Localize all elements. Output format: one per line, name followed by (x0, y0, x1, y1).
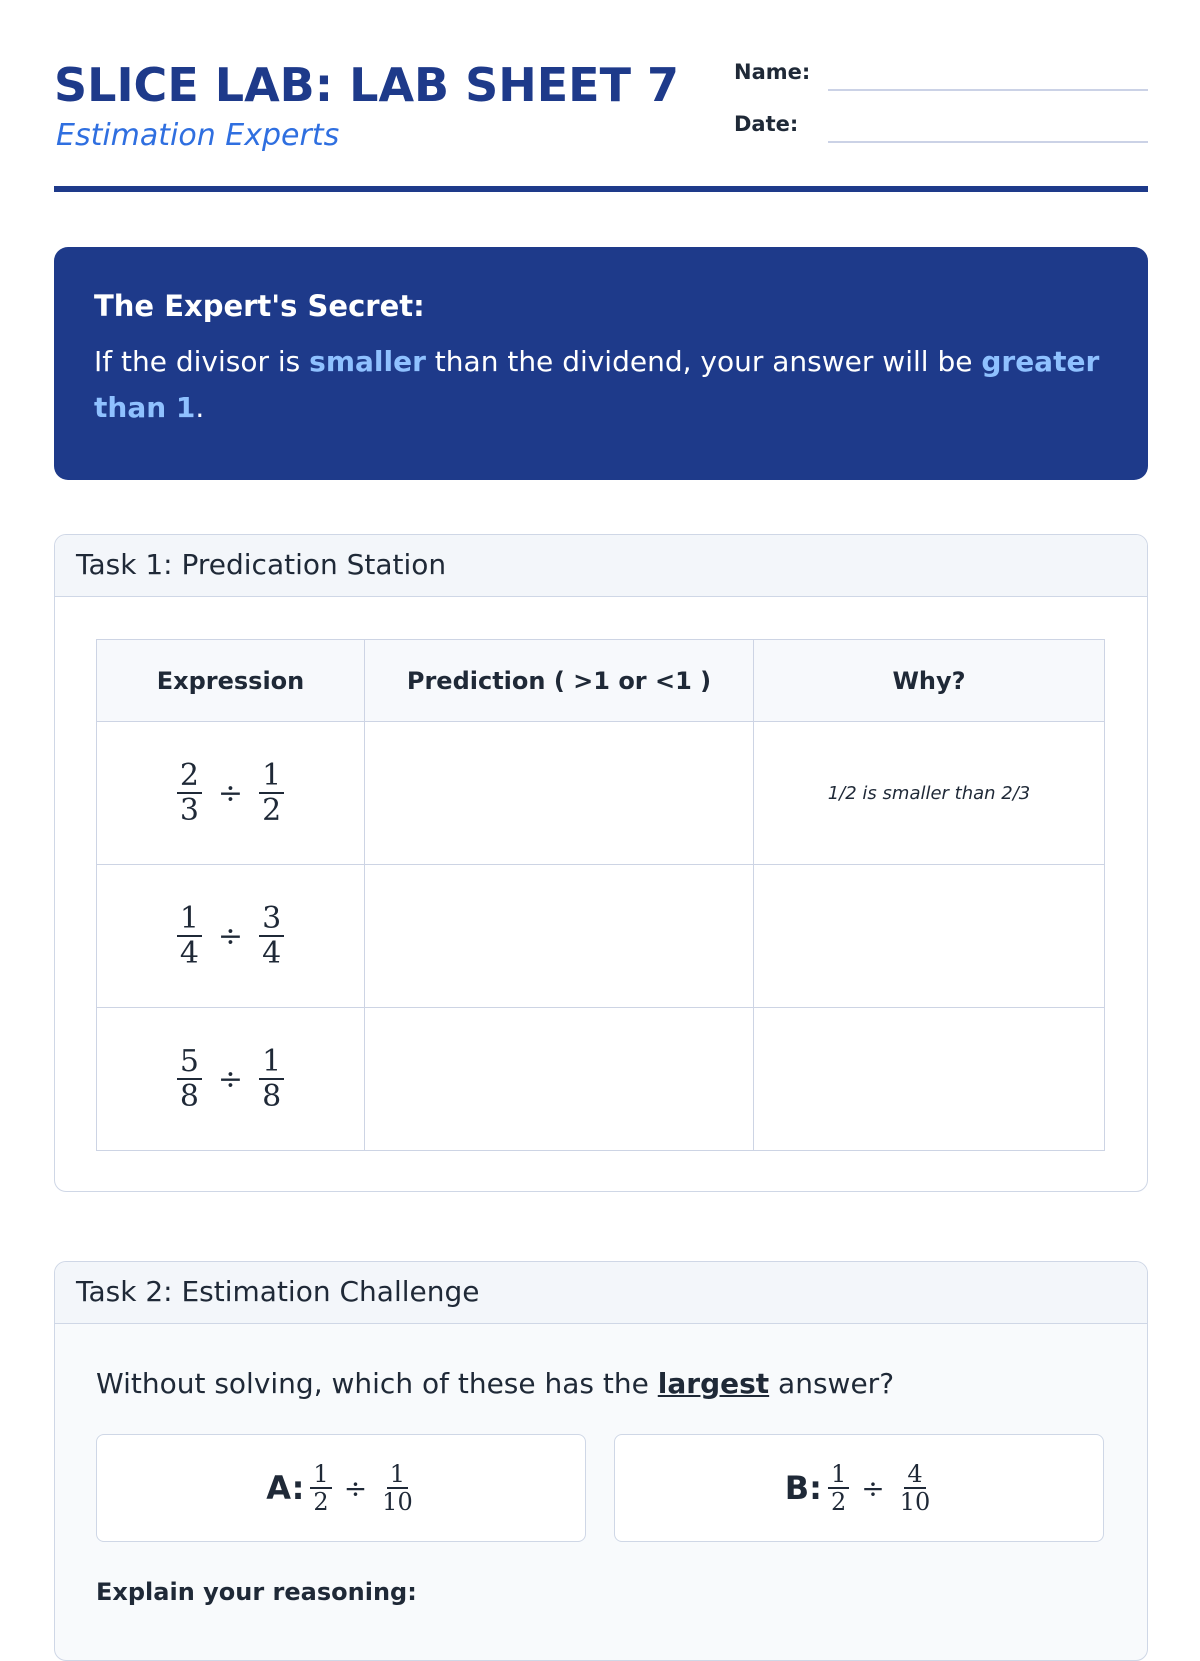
task2-question (96, 1367, 894, 1400)
column-header-prediction: Prediction ( >1 or <1 ) (365, 640, 754, 722)
expression-cell (97, 865, 365, 1008)
numerator: 1 (828, 1461, 849, 1489)
option-b[interactable] (614, 1434, 1104, 1542)
numerator: 1 (259, 1045, 284, 1080)
question-before: Without solving, which of these has the (96, 1367, 658, 1400)
expression-cell (97, 722, 365, 865)
explain-reasoning-label: Explain your reasoning: (96, 1578, 417, 1606)
dividend-fraction (310, 1461, 331, 1516)
page-title: SLICE LAB: LAB SHEET 7 (54, 58, 679, 112)
prediction-cell[interactable] (365, 722, 754, 865)
table-row (97, 722, 1105, 865)
option-b-expression (828, 1461, 933, 1516)
expression (177, 902, 284, 970)
prediction-cell[interactable] (365, 1008, 754, 1151)
divide-operator: ÷ (343, 1471, 368, 1505)
date-field[interactable] (828, 141, 1148, 143)
header (54, 52, 1148, 192)
expression-cell (97, 1008, 365, 1151)
name-label: Name: (734, 60, 811, 84)
denominator: 4 (179, 936, 199, 971)
question-after: answer? (769, 1367, 895, 1400)
table-header-row (97, 640, 1105, 722)
numerator: 1 (259, 759, 284, 794)
denominator: 2 (262, 793, 282, 828)
dividend-fraction (177, 1045, 202, 1113)
expression (177, 1045, 284, 1113)
date-label: Date: (734, 112, 799, 136)
task1-card (54, 534, 1148, 1192)
task2-card (54, 1261, 1148, 1661)
expression (177, 759, 284, 827)
column-header-why: Why? (754, 640, 1105, 722)
numerator: 5 (177, 1045, 202, 1080)
denominator: 10 (382, 1488, 413, 1516)
header-divider (54, 186, 1148, 192)
table-row (97, 1008, 1105, 1151)
divisor-fraction (259, 759, 284, 827)
secret-text-middle: than the dividend, your answer will be (425, 345, 982, 378)
option-a[interactable] (96, 1434, 586, 1542)
option-a-label: A: (266, 1469, 305, 1507)
denominator: 2 (313, 1488, 329, 1516)
task1-title: Task 1: Predication Station (55, 535, 1147, 597)
numerator: 3 (259, 902, 284, 937)
table-row (97, 865, 1105, 1008)
denominator: 8 (179, 1079, 199, 1114)
divide-operator: ÷ (217, 918, 244, 954)
numerator: 1 (387, 1461, 408, 1489)
why-cell[interactable] (754, 865, 1105, 1008)
expert-secret-box (54, 247, 1148, 480)
numerator: 2 (177, 759, 202, 794)
denominator: 10 (899, 1488, 931, 1516)
dividend-fraction (828, 1461, 849, 1516)
question-emphasis: largest (657, 1367, 770, 1400)
divisor-fraction (897, 1461, 934, 1516)
dividend-fraction (177, 902, 202, 970)
secret-text-after: . (195, 391, 205, 424)
denominator: 2 (830, 1488, 847, 1516)
dividend-fraction (177, 759, 202, 827)
divisor-fraction (259, 1045, 284, 1113)
secret-title: The Expert's Secret: (94, 289, 425, 323)
why-note: 1/2 is smaller than 2/3 (827, 782, 1031, 804)
numerator: 4 (904, 1461, 925, 1489)
option-a-expression (310, 1461, 415, 1516)
numerator: 1 (177, 902, 202, 937)
divisor-fraction (259, 902, 284, 970)
secret-text-before: If the divisor is (94, 345, 310, 378)
numerator: 1 (310, 1461, 331, 1489)
divisor-fraction (379, 1461, 416, 1516)
why-cell[interactable] (754, 1008, 1105, 1151)
denominator: 4 (262, 936, 282, 971)
why-cell[interactable] (754, 722, 1105, 865)
denominator: 8 (262, 1079, 282, 1114)
column-header-expression: Expression (97, 640, 365, 722)
secret-highlight-greater: greater than 1 (94, 345, 1100, 424)
denominator: 3 (179, 793, 199, 828)
secret-text (94, 339, 1108, 431)
prediction-cell[interactable] (365, 865, 754, 1008)
task2-title: Task 2: Estimation Challenge (55, 1262, 1147, 1324)
name-field[interactable] (828, 89, 1148, 91)
prediction-table (96, 639, 1105, 1151)
option-b-label: B: (784, 1469, 822, 1507)
divide-operator: ÷ (861, 1471, 885, 1505)
divide-operator: ÷ (217, 775, 244, 811)
secret-highlight-smaller: smaller (309, 345, 426, 378)
page-subtitle: Estimation Experts (56, 118, 340, 153)
divide-operator: ÷ (217, 1061, 244, 1097)
